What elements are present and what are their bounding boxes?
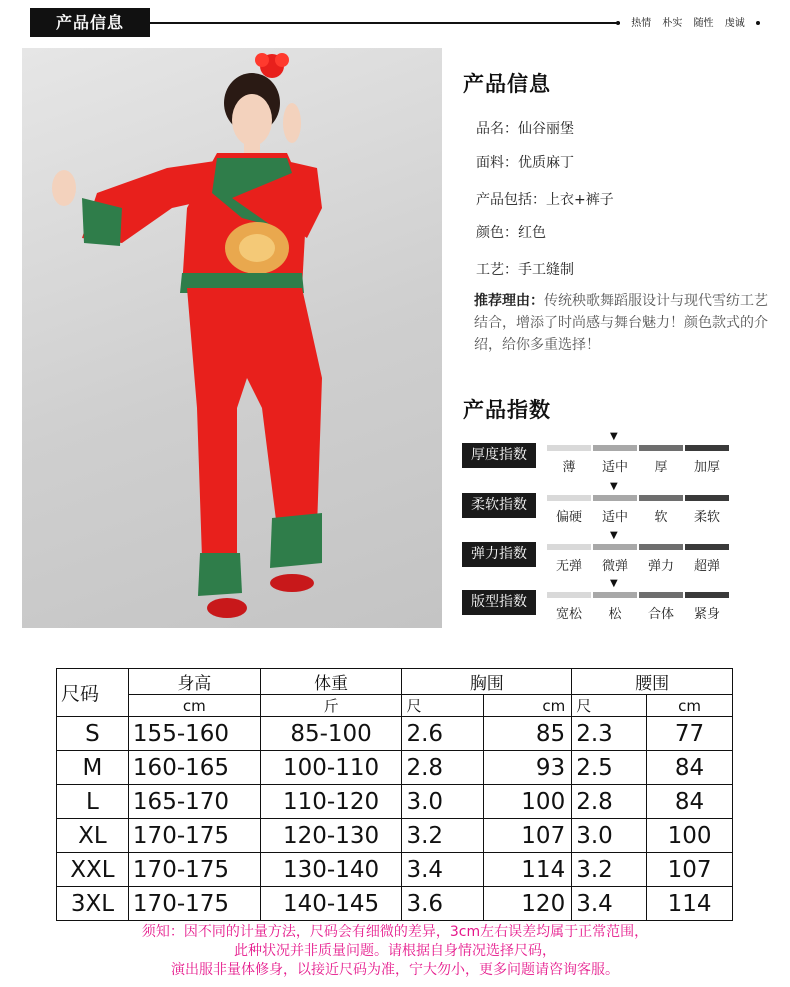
cell-chest-cm: 100 (484, 785, 572, 819)
index-option: 适中 (601, 510, 628, 525)
header-tag: 朴实 (662, 18, 683, 29)
col-header-height: 身高 (128, 669, 260, 695)
cell-waist-chi: 3.4 (572, 887, 647, 921)
index-scale-segment (685, 445, 729, 451)
index-scale-bar (547, 495, 729, 501)
info-value: 手工缝制 (518, 262, 574, 278)
notice-line-2: 此种状况并非质量问题。请根据自身情况选择尺码， (234, 943, 556, 959)
header-title: 产品信息 (30, 8, 150, 37)
selected-marker-icon: ▼ (610, 431, 618, 442)
info-label: 工艺： (476, 262, 518, 278)
col-header-weight: 体重 (260, 669, 402, 695)
col-header-size: 尺码 (57, 669, 129, 717)
index-scale-segment (685, 592, 729, 598)
selected-marker-icon: ▼ (610, 578, 618, 589)
table-row (57, 717, 733, 751)
index-scale-segment (685, 495, 729, 501)
cell-size: 3XL (57, 887, 129, 921)
header-tag: 虔诚 (724, 18, 745, 29)
index-option: 无弹 (555, 559, 582, 574)
cell-chest-cm: 93 (484, 751, 572, 785)
index-option: 薄 (562, 460, 576, 475)
index-scale-segment (685, 544, 729, 550)
cell-waist-cm: 107 (647, 853, 733, 887)
index-option: 超弹 (693, 559, 720, 574)
index-option: 柔软 (693, 510, 720, 525)
index-option: 弹力 (647, 559, 674, 574)
info-label: 产品包括： (476, 192, 546, 208)
info-label: 品名： (476, 121, 518, 137)
recommend-reason (474, 290, 779, 356)
unit-chest-cm: cm (484, 695, 572, 717)
table-row (57, 819, 733, 853)
cell-height: 165-170 (128, 785, 260, 819)
info-label: 颜色： (476, 225, 518, 241)
bullet-icon (756, 21, 760, 25)
selected-marker-icon: ▼ (610, 530, 618, 541)
cell-size: M (57, 751, 129, 785)
index-scale-segment (593, 544, 637, 550)
cell-chest-cm: 85 (484, 717, 572, 751)
col-header-chest: 胸围 (402, 669, 572, 695)
cell-chest-chi: 3.2 (402, 819, 484, 853)
info-row-color (476, 222, 546, 242)
index-scale-bar (547, 544, 729, 550)
table-row (57, 751, 733, 785)
index-label: 弹力指数 (462, 542, 536, 567)
index-scale-bar (547, 592, 729, 598)
cell-weight: 85-100 (260, 717, 402, 751)
index-scale-segment (593, 592, 637, 598)
cell-weight: 140-145 (260, 887, 402, 921)
index-scale-segment (547, 445, 591, 451)
cell-chest-cm: 120 (484, 887, 572, 921)
index-scale-segment (593, 495, 637, 501)
index-option: 加厚 (693, 460, 720, 475)
unit-height: cm (128, 695, 260, 717)
info-value: 仙谷丽堡 (518, 121, 574, 137)
bullet-icon (616, 21, 620, 25)
index-option: 偏硬 (555, 510, 582, 525)
unit-chest-chi: 尺 (402, 695, 484, 717)
index-option: 厚 (654, 460, 668, 475)
index-scale-segment (639, 445, 683, 451)
cell-waist-chi: 3.0 (572, 819, 647, 853)
info-value: 优质麻丁 (518, 155, 574, 171)
index-scale-segment (639, 544, 683, 550)
cell-height: 160-165 (128, 751, 260, 785)
size-table (56, 668, 733, 921)
table-row (57, 785, 733, 819)
table-row (57, 887, 733, 921)
header-tag: 热情 (631, 18, 652, 29)
index-scale-segment (639, 495, 683, 501)
table-row (57, 853, 733, 887)
index-scale-segment (547, 592, 591, 598)
info-value: 红色 (518, 225, 546, 241)
index-option: 软 (654, 510, 668, 525)
cell-size: S (57, 717, 129, 751)
cell-weight: 110-120 (260, 785, 402, 819)
reason-text: 传统秧歌舞蹈服设计与现代雪纺工艺结合，增添了时尚感与舞台魅力！颜色款式的介绍，给你多重选择！ (474, 293, 768, 353)
index-title: 产品指数 (463, 398, 551, 422)
cell-height: 170-175 (128, 887, 260, 921)
header-tag: 随性 (693, 18, 714, 29)
info-title: 产品信息 (463, 72, 551, 96)
info-row-fabric (476, 152, 574, 172)
index-label: 柔软指数 (462, 493, 536, 518)
unit-waist-chi: 尺 (572, 695, 647, 717)
cell-chest-chi: 3.0 (402, 785, 484, 819)
cell-chest-chi: 3.6 (402, 887, 484, 921)
cell-chest-cm: 107 (484, 819, 572, 853)
index-option: 松 (608, 607, 622, 622)
index-option: 合体 (647, 607, 674, 622)
cell-weight: 130-140 (260, 853, 402, 887)
cell-waist-cm: 100 (647, 819, 733, 853)
cell-waist-cm: 114 (647, 887, 733, 921)
info-label: 面料： (476, 155, 518, 171)
header-tags (612, 14, 764, 29)
col-header-waist: 腰围 (572, 669, 733, 695)
cell-height: 170-175 (128, 819, 260, 853)
cell-chest-chi: 2.6 (402, 717, 484, 751)
cell-weight: 100-110 (260, 751, 402, 785)
index-option: 紧身 (693, 607, 720, 622)
selected-marker-icon: ▼ (610, 481, 618, 492)
cell-waist-cm: 84 (647, 785, 733, 819)
info-row-includes (476, 189, 614, 209)
unit-waist-cm: cm (647, 695, 733, 717)
cell-waist-chi: 2.5 (572, 751, 647, 785)
notice-line-1: 须知：因不同的计量方法，尺码会有细微的差异，3cm左右误差均属于正常范围， (141, 924, 649, 940)
index-scale-segment (639, 592, 683, 598)
size-table-body (57, 717, 733, 921)
header-divider (150, 22, 620, 24)
cell-height: 155-160 (128, 717, 260, 751)
cell-weight: 120-130 (260, 819, 402, 853)
cell-waist-cm: 77 (647, 717, 733, 751)
dancer-figure (22, 48, 442, 628)
cell-chest-chi: 2.8 (402, 751, 484, 785)
notice-line-3: 演出服非量体修身，以接近尺码为准，宁大勿小，更多问题请咨询客服。 (171, 962, 619, 978)
index-label: 版型指数 (462, 590, 536, 615)
product-photo (22, 48, 442, 628)
flower-icon (255, 53, 289, 78)
index-option: 适中 (601, 460, 628, 475)
cell-waist-chi: 2.8 (572, 785, 647, 819)
index-scale-segment (547, 544, 591, 550)
index-scale-bar (547, 445, 729, 451)
cell-waist-chi: 3.2 (572, 853, 647, 887)
cell-waist-chi: 2.3 (572, 717, 647, 751)
cell-chest-cm: 114 (484, 853, 572, 887)
cell-chest-chi: 3.4 (402, 853, 484, 887)
cell-waist-cm: 84 (647, 751, 733, 785)
cell-size: XXL (57, 853, 129, 887)
cell-height: 170-175 (128, 853, 260, 887)
info-row-craft (476, 259, 574, 279)
reason-label: 推荐理由： (474, 293, 544, 309)
info-row-name (476, 118, 574, 138)
cell-size: XL (57, 819, 129, 853)
info-value: 上衣+裤子 (546, 192, 614, 208)
cell-size: L (57, 785, 129, 819)
index-label: 厚度指数 (462, 443, 536, 468)
index-option: 微弹 (601, 559, 628, 574)
index-option: 宽松 (555, 607, 582, 622)
index-scale-segment (593, 445, 637, 451)
unit-weight: 斤 (260, 695, 402, 717)
index-scale-segment (547, 495, 591, 501)
